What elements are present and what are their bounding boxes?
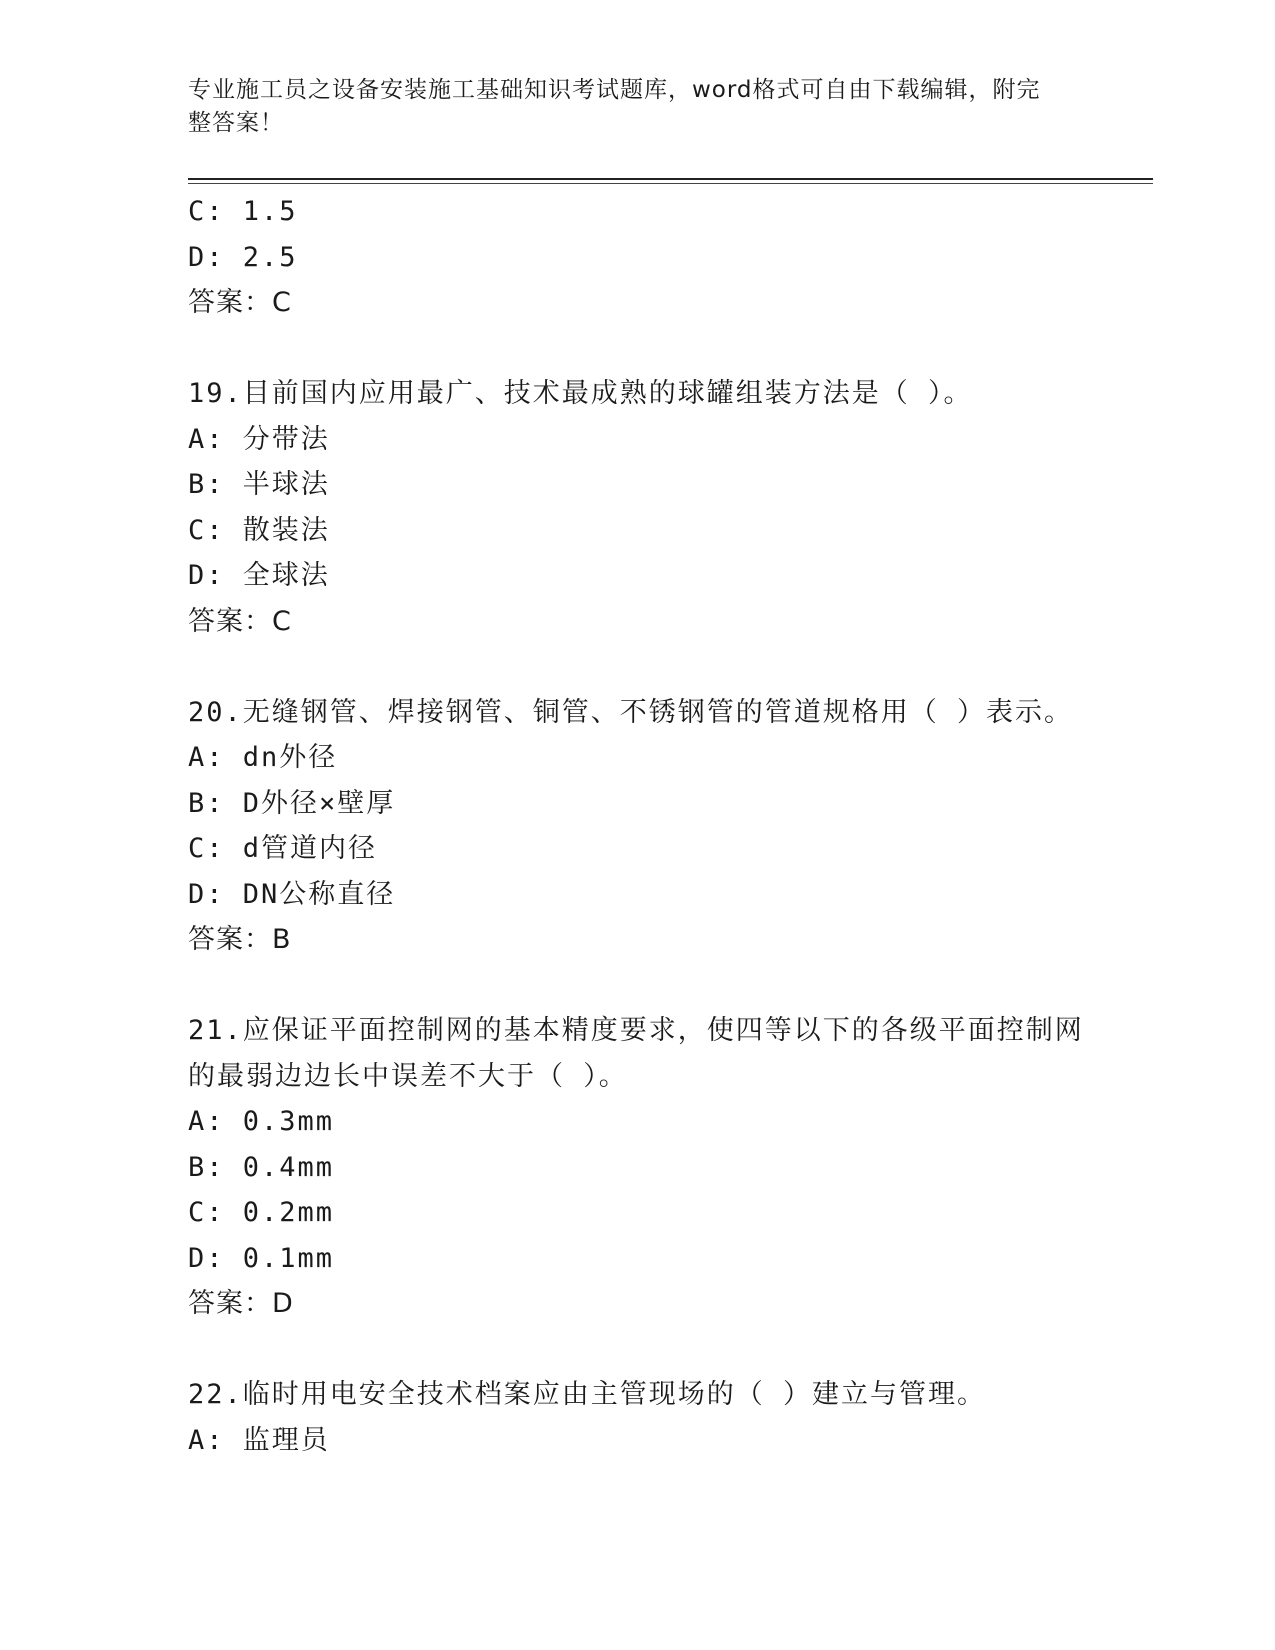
option-c: C: 1.5	[188, 196, 298, 227]
header-divider-thick	[188, 178, 1153, 180]
question-21	[188, 1008, 1088, 1327]
option-b: B: 半球法	[188, 469, 330, 500]
header-divider-thin	[188, 183, 1153, 184]
header-title-line-1: 专业施工员之设备安装施工基础知识考试题库，word格式可自由下载编辑，附完	[188, 77, 1041, 103]
question-20	[188, 690, 1088, 963]
question-stem-line-2: 的最弱边边长中误差不大于（ ）。	[188, 1060, 628, 1092]
question-stem: 19.目前国内应用最广、技术最成熟的球罐组装方法是（ ）。	[188, 378, 973, 409]
question-stem: 20.无缝钢管、焊接钢管、铜管、不锈钢管的管道规格用（ ）表示。	[188, 696, 1074, 728]
spacer	[188, 963, 1088, 1009]
question-list	[188, 189, 1088, 1463]
answer-line: 答案：C	[188, 605, 292, 637]
spacer	[188, 644, 1088, 690]
option-b: B: 0.4mm	[188, 1151, 335, 1183]
answer-line: 答案：B	[188, 924, 292, 955]
option-c: C: 0.2mm	[188, 1197, 335, 1228]
answer-line: 答案：C	[188, 287, 292, 318]
option-b: B: D外径×壁厚	[188, 787, 396, 819]
question-19	[188, 371, 1088, 644]
answer-line: 答案：D	[188, 1288, 294, 1319]
header-title-line-2: 整答案！	[188, 110, 284, 136]
option-d: D: 0.1mm	[188, 1242, 335, 1274]
option-c: C: 散装法	[188, 514, 330, 546]
option-a: A: dn外径	[188, 742, 338, 773]
option-d: D: 全球法	[188, 560, 330, 591]
option-d: D: DN公称直径	[188, 878, 396, 910]
spacer	[188, 1327, 1088, 1373]
option-a: A: 监理员	[188, 1424, 330, 1456]
option-d: D: 2.5	[188, 241, 298, 273]
option-c: C: d管道内径	[188, 833, 378, 864]
question-22	[188, 1372, 1088, 1463]
question-stem-line-1: 21.应保证平面控制网的基本精度要求，使四等以下的各级平面控制网	[188, 1015, 1084, 1046]
question-stem: 22.临时用电安全技术档案应由主管现场的（ ）建立与管理。	[188, 1379, 987, 1410]
option-a: A: 分带法	[188, 423, 330, 455]
carryover-block	[188, 189, 1088, 326]
option-a: A: 0.3mm	[188, 1106, 335, 1137]
spacer	[188, 326, 1088, 372]
page-header	[188, 74, 1068, 140]
